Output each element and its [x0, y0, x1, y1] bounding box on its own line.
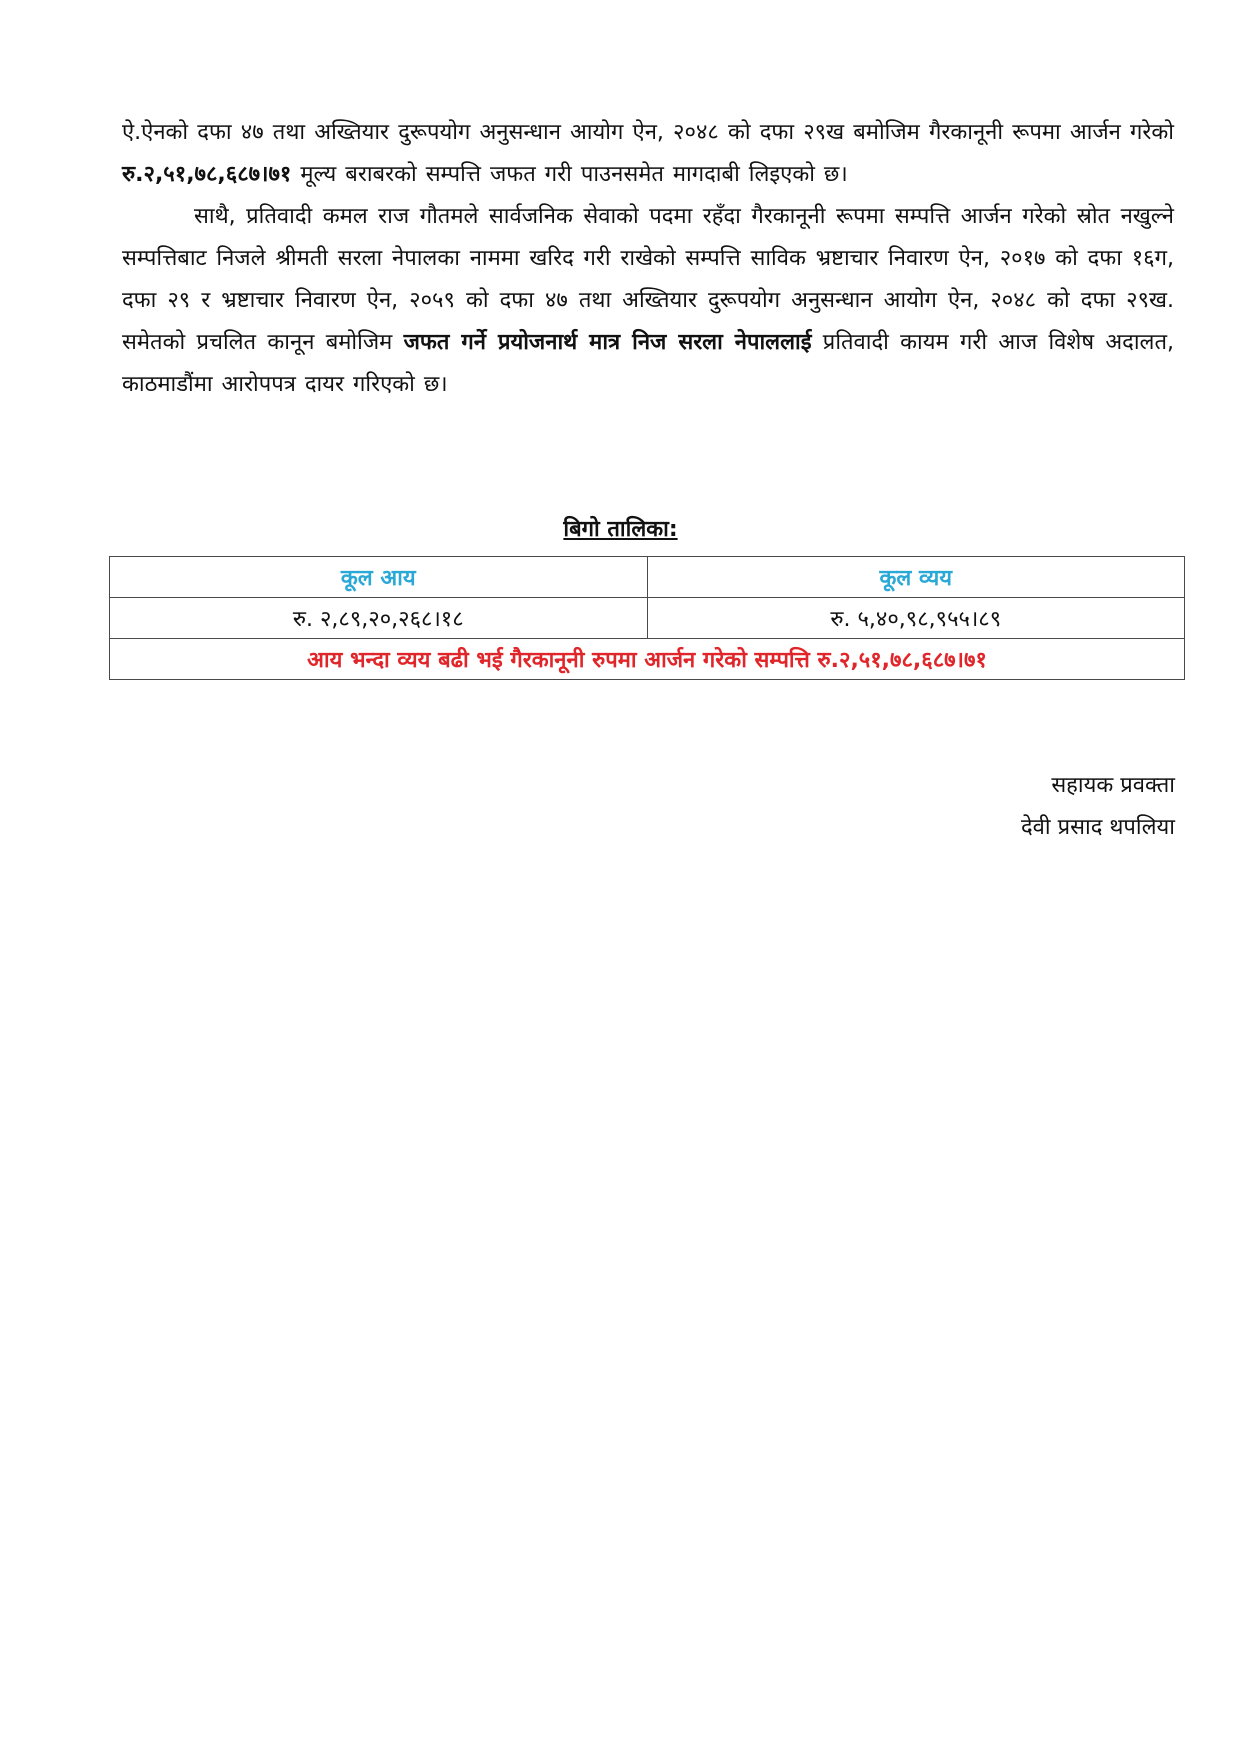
table-title-wrap: [0, 512, 1241, 548]
paragraph-1-text-end: मूल्य बराबरको सम्पत्ति जफत गरी पाउनसमेत मागदाबी लिइएको छ।: [291, 162, 848, 187]
paragraph-1-amount: रु.२,५१,७८,६८७।७१: [122, 162, 292, 187]
signatory-name: देवी प्रसाद थपलिया: [1021, 815, 1175, 840]
signatory-designation: सहायक प्रवक्ता: [1051, 773, 1175, 798]
signature-block: [1021, 765, 1175, 849]
paragraph-2-emphasis: जफत गर्ने प्रयोजनार्थ मात्र निज सरला नेपाललाई: [403, 330, 812, 355]
table-summary-row: [110, 639, 1185, 680]
paragraph-1-text-start: ऐ.ऐनको दफा ४७ तथा अख्तियार दुरूपयोग अनुसन्धान आयोग ऐन, २०४८ को दफा २९ख बमोजिम गैरकानूनी रूपमा आर्जन गरेको: [122, 120, 1174, 145]
summary-illegal-assets: आय भन्दा व्यय बढी भई गैरकानूनी रुपमा आर्जन गरेको सम्पत्ति रु.२,५१,७८,६८७।७१: [110, 639, 1185, 680]
document-body: [122, 112, 1174, 406]
value-total-expense: रु. ५,४०,९८,९५५।८९: [647, 598, 1185, 639]
paragraph-1: [122, 112, 1174, 196]
header-total-income: कूल आय: [110, 557, 648, 598]
table-title: बिगो तालिका:: [563, 517, 678, 542]
header-total-expense: कूल व्यय: [647, 557, 1185, 598]
value-total-income: रु. २,८९,२०,२६८।१८: [110, 598, 648, 639]
paragraph-2-text-start: साथै, प्रतिवादी कमल राज गौतमले सार्वजनिक सेवाको पदमा रहँदा गैरकानूनी रूपमा सम्पत्ति आर्जन गरेको स्रोत नखुल्ने सम्पत्तिबाट निजले श्रीमती सरला नेपालका नाममा खरिद गरी राखेको सम्पत्ति साविक भ्रष्टाचार निवारण ऐन, २०१७ को दफा १६ग, दफा २९ र भ्रष्टाचार निवारण ऐन, २०५९ को दफा ४७ तथा अख्तियार दुरूपयोग अनुसन्धान आयोग ऐन, २०४८ को दफा २९ख. समेतको प्रचलित कानून बमोजिम: [122, 204, 1174, 355]
paragraph-2: [122, 196, 1174, 406]
paragraph-2-text-end: प्रतिवादी कायम गरी आज विशेष अदालत, काठमाडौंमा आरोपपत्र दायर गरिएको छ।: [122, 330, 1174, 397]
claim-amount-table: [109, 556, 1185, 680]
table-value-row: [110, 598, 1185, 639]
table-header-row: [110, 557, 1185, 598]
